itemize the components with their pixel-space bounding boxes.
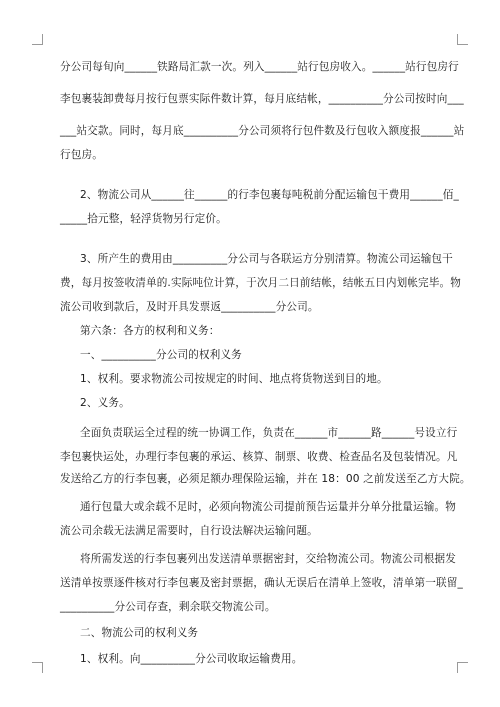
text-line: 2、义务。	[80, 397, 130, 409]
crop-mark-top-left	[32, 34, 43, 45]
text-line: 将所需发送的行李包裹列出发送清单票据密封，交给物流公司。物流公司根据发	[80, 553, 457, 565]
text-line: 全面负责联运全过程的统一协调工作，负责在______市______路______号设立行	[80, 427, 458, 439]
text-line: _____拾元整，轻浮货物另行定价。	[60, 213, 227, 225]
crop-mark-bottom-right	[457, 662, 468, 673]
text-line: 1、权利。向__________分公司收取运输费用。	[80, 653, 303, 665]
text-line: 送清单按票逐件核对行李包裹及密封票据，确认无误后在清单上签收，清单第一联留_	[60, 577, 463, 589]
text-line: 费，每月按签收清单的.实际吨位计算，于次月二日前结帐，结帐五日内划帐完毕。物	[60, 277, 462, 289]
text-line: 通行包量大或余载不足时，必须向物流公司提前预告运量并分单分批量运输。物	[80, 501, 457, 513]
text-line: 2、物流公司从______往______的行李包裹每吨税前分配运输包干费用______佰_	[80, 189, 459, 201]
crop-mark-bottom-left	[32, 662, 43, 673]
section-heading: 二、物流公司的权利义务	[80, 627, 199, 639]
text-line: 3、所产生的费用由__________分公司与各联运方分别清算。物流公司运输包干	[80, 253, 453, 265]
section-heading: 一、__________分公司的权利义务	[80, 349, 242, 361]
text-line: ___站交款。同时，每月底__________分公司须将行包件数及行包收入额度报______站	[60, 125, 465, 137]
crop-mark-top-right	[457, 34, 468, 45]
text-line: 流公司收到款后，及时开具发票返__________分公司。	[60, 301, 319, 313]
text-line: 行包房。	[60, 149, 103, 161]
text-line: 流公司余载无法满足需要时，自行设法解决运输问题。	[60, 525, 318, 537]
text-line: __________分公司存查，剩余联交物流公司。	[60, 601, 276, 613]
text-line: 李包裹快运处，办理行李包裹的承运、核算、制票、收费、检查品名及包装情况。凡	[60, 451, 458, 463]
text-line: 1、权利。要求物流公司按规定的时间、地点将货物送到目的地。	[80, 373, 388, 385]
text-line: 分公司每旬向______铁路局汇款一次。列入______站行包房收入。______站行包房行	[60, 61, 459, 73]
text-line: 李包裹装卸费每月按行包票实际件数计算，每月底结帐，__________分公司按时向___	[60, 93, 464, 105]
section-heading: 第六条：各方的权利和义务：	[80, 325, 220, 337]
text-line: 发送给乙方的行李包裹，必须足额办理保险运输，并在 18：00 之前发送至乙方大院。	[60, 473, 471, 485]
